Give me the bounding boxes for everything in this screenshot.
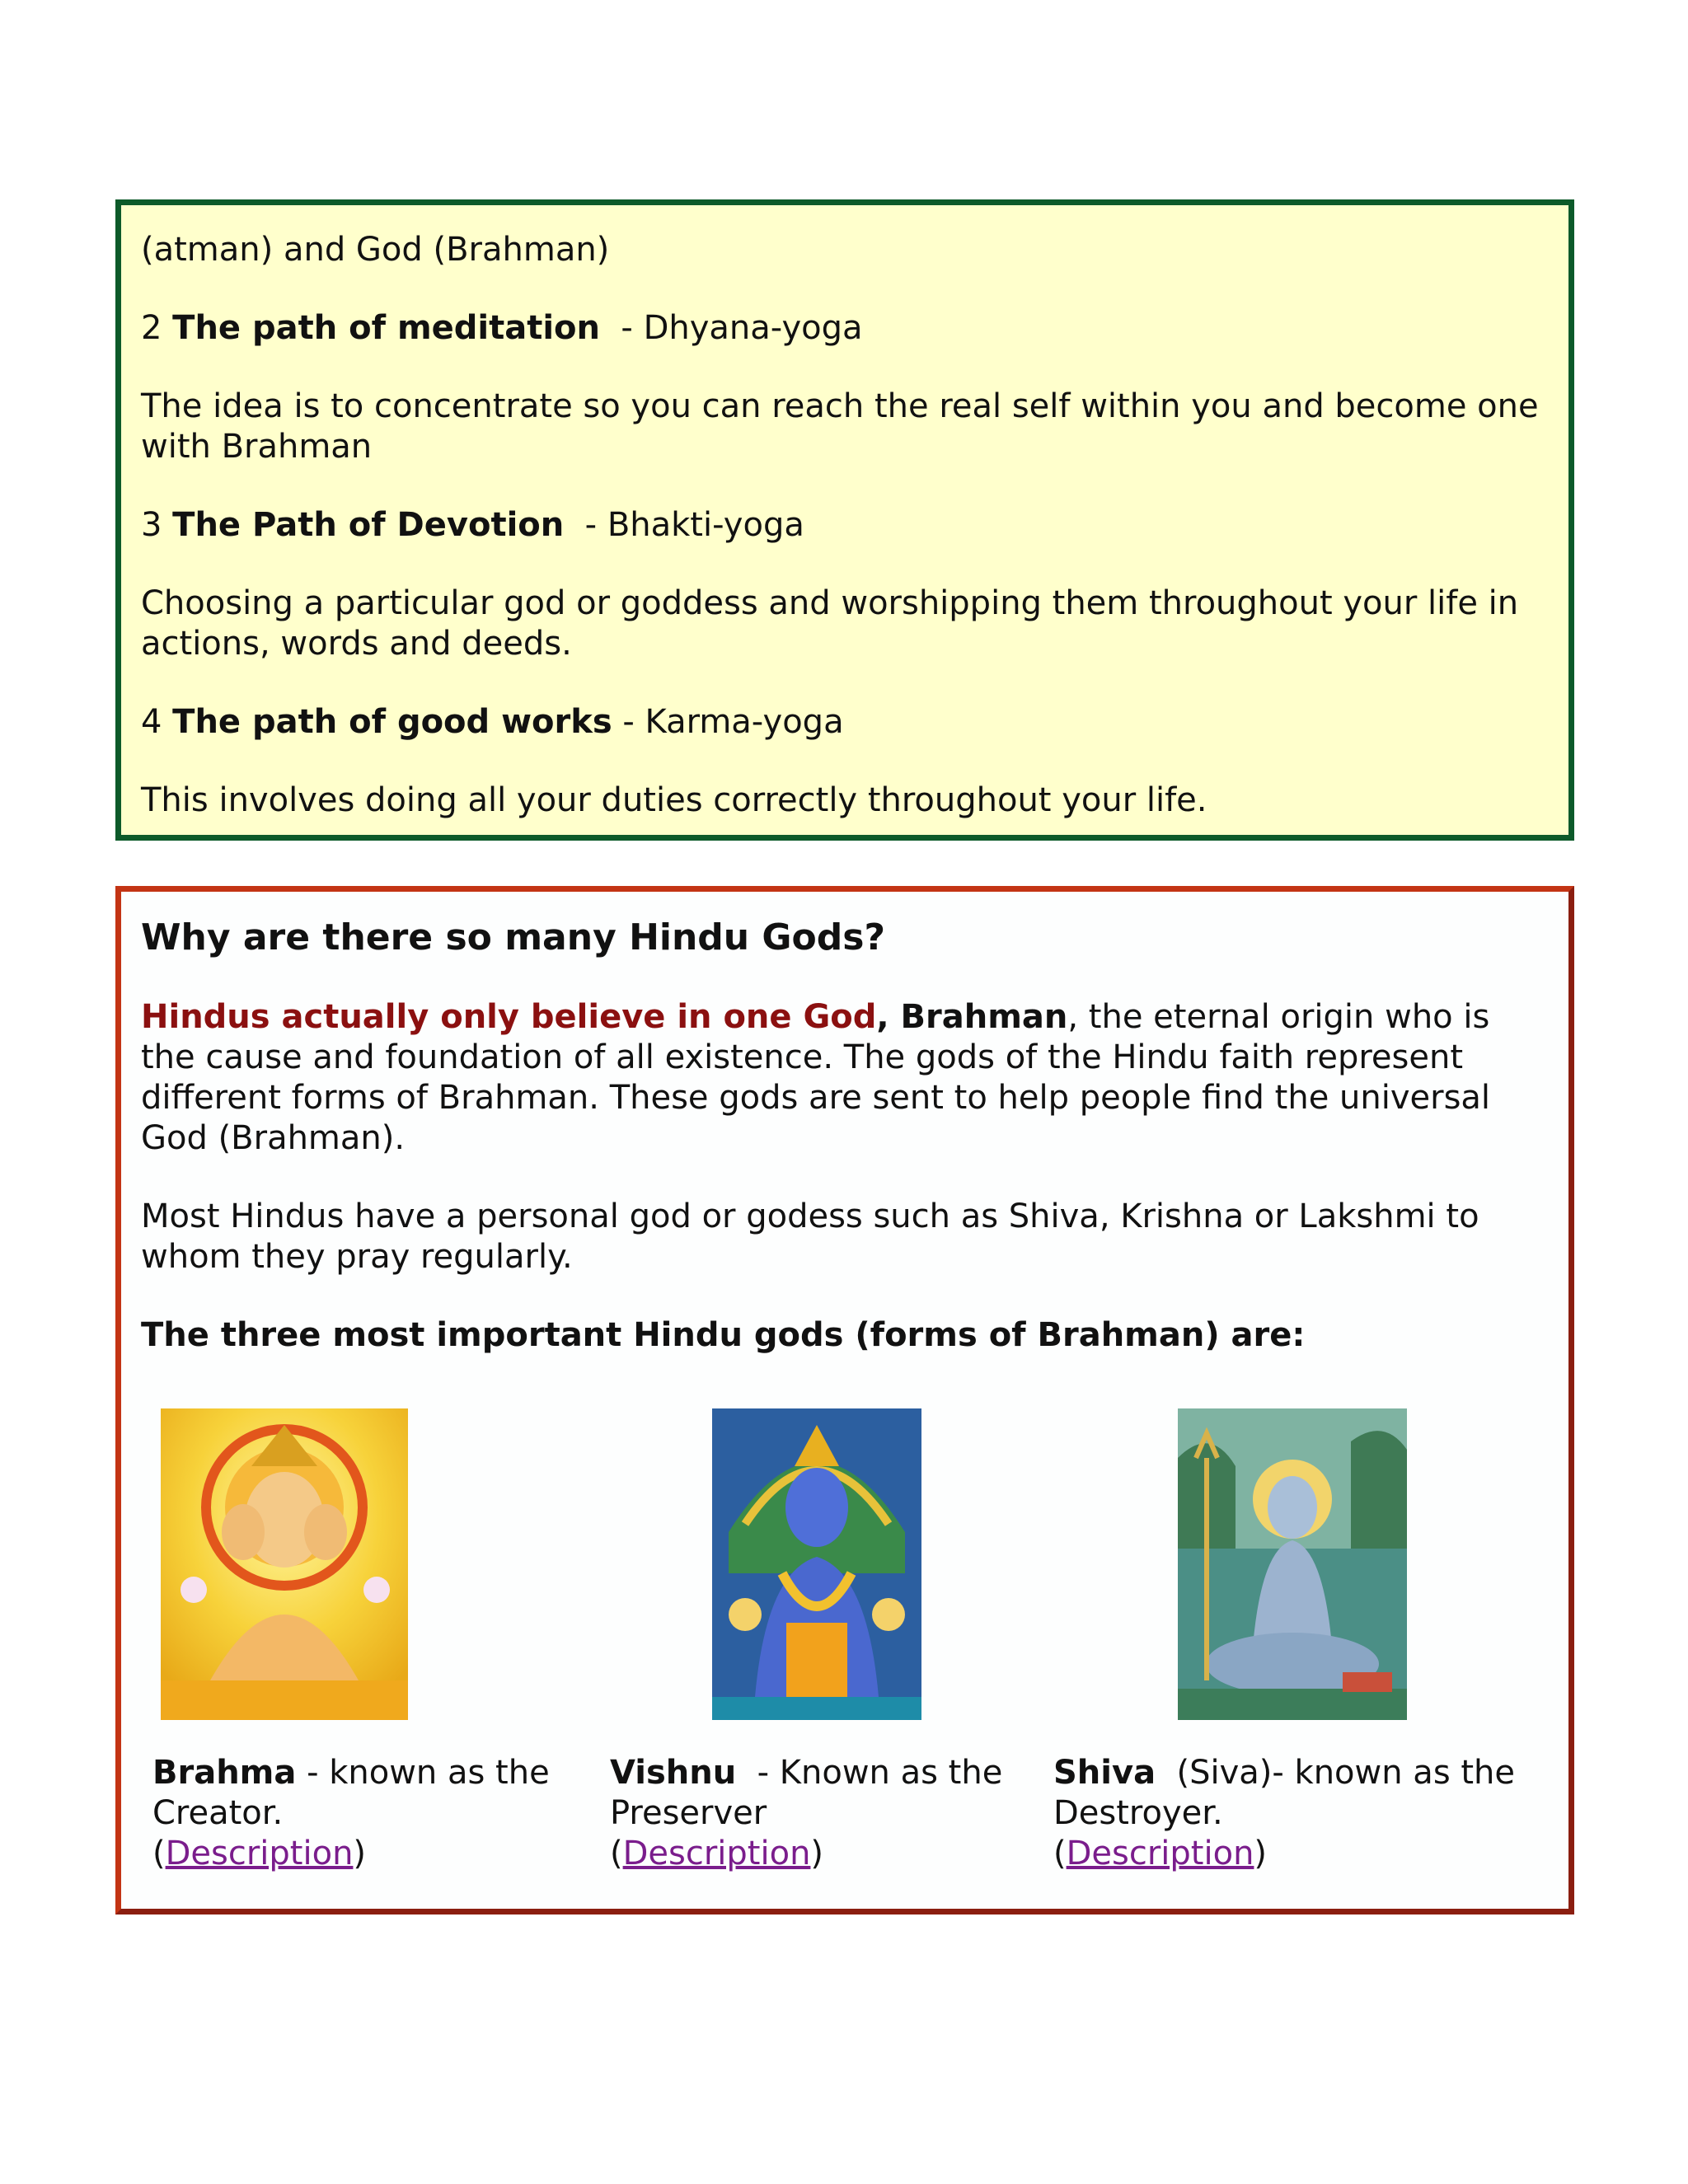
path-number: 4 — [141, 703, 162, 741]
paragraph-personal-god: Most Hindus have a personal god or godess such as Shiva, Krishna or Lakshmi to whom they pray regularly. — [141, 1197, 1479, 1276]
path-separator: - — [600, 309, 644, 347]
path-3-heading — [141, 505, 1549, 546]
path-4-heading — [141, 702, 1549, 743]
path-separator: - — [612, 703, 645, 741]
path-number: 2 — [141, 309, 162, 347]
god-name: Shiva — [1053, 1754, 1156, 1792]
god-name: Brahma — [152, 1754, 297, 1792]
paren-close: ) — [1254, 1835, 1268, 1872]
god-role-line2: Creator. — [152, 1794, 284, 1832]
gods-row — [121, 892, 1568, 1909]
shiva-description-link[interactable]: Description — [1066, 1835, 1254, 1872]
comma: , — [876, 998, 901, 1036]
path-title: The path of good works — [172, 703, 612, 741]
section-heading: Why are there so many Hindu Gods? — [141, 916, 885, 958]
paragraph-rest: , the eternal origin who is the cause and foundation of all existence. The gods of the Hindu faith represent different forms of Brahman. These gods are sent to help people find the universal God (Brahman). — [141, 998, 1491, 1157]
hindu-gods-box — [115, 886, 1574, 1915]
brahma-caption — [152, 1753, 550, 1874]
god-role: (Siva)- known as the — [1156, 1754, 1516, 1792]
path-number: 3 — [141, 506, 162, 544]
paren-open: ( — [610, 1835, 623, 1872]
path-yoga: Dhyana-yoga — [643, 309, 863, 347]
path-yoga: Bhakti-yoga — [607, 506, 804, 544]
god-role-line2: Preserver — [610, 1794, 767, 1832]
path-title: The Path of Devotion — [172, 506, 565, 544]
vishnu-image — [712, 1408, 921, 1720]
paren-open: ( — [152, 1835, 166, 1872]
path-title: The path of meditation — [172, 309, 600, 347]
three-gods-intro: The three most important Hindu gods (forms of Brahman) are: — [141, 1316, 1306, 1354]
paren-close: ) — [353, 1835, 367, 1872]
yoga-paths-box — [115, 199, 1574, 841]
brahman-bold: Brahman — [900, 998, 1068, 1036]
god-role-line2: Destroyer. — [1053, 1794, 1223, 1832]
path-2-heading — [141, 308, 1549, 349]
god-role: - Known as the — [736, 1754, 1003, 1792]
path-separator: - — [564, 506, 607, 544]
god-role: - known as the — [296, 1754, 550, 1792]
paren-close: ) — [810, 1835, 824, 1872]
path-4-description: This involves doing all your duties correctly throughout your life. — [141, 781, 1207, 819]
intro-tail: (atman) and God (Brahman) — [141, 231, 610, 269]
path-2-description: The idea is to concentrate so you can reach the real self within you and become one with Brahman — [141, 387, 1539, 466]
path-yoga: Karma-yoga — [645, 703, 844, 741]
shiva-caption — [1053, 1753, 1515, 1874]
paren-open: ( — [1053, 1835, 1067, 1872]
vishnu-description-link[interactable]: Description — [622, 1835, 811, 1872]
path-3-description: Choosing a particular god or goddess and worshipping them throughout your life in actions, words and deeds. — [141, 584, 1519, 663]
vishnu-caption — [610, 1753, 1002, 1874]
shiva-image — [1178, 1408, 1407, 1720]
brahma-description-link[interactable]: Description — [165, 1835, 354, 1872]
brahma-image — [161, 1408, 408, 1720]
god-name: Vishnu — [610, 1754, 737, 1792]
highlighted-statement: Hindus actually only believe in one God — [141, 998, 877, 1036]
